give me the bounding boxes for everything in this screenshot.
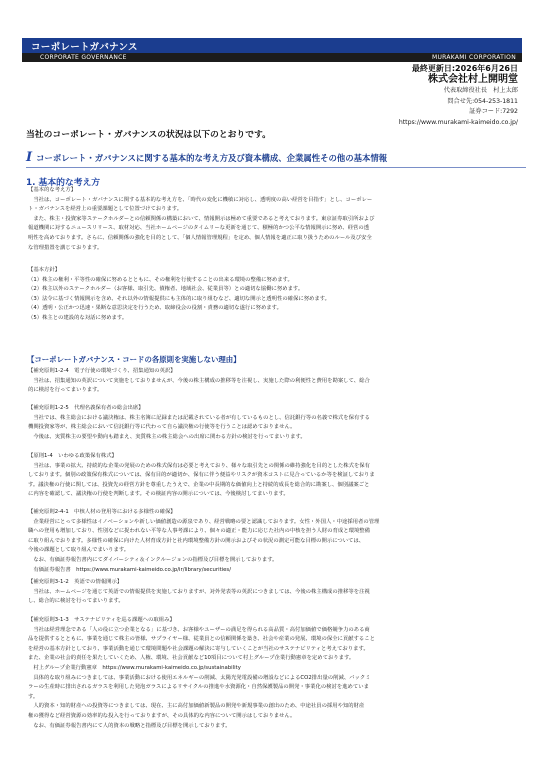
section-title-text: コーポレート・ガバナンスに関する基本的な考え方及び資本構成、企業属性その他の基本情報 [36, 153, 388, 163]
principle-text-line: を経営の基本方針としており、事業活動を通じて環境問題や社会課題の解決に寄与していくことが当社のサステナビリティと考えております。 [28, 645, 369, 652]
basic-policy-item: （2）株主以外のステークホルダー（お客様、取引先、債権者、地域社会、従業員等）との適切な協働に努めます。 [28, 286, 304, 293]
principle-block [28, 508, 518, 575]
principle-text-line[interactable]: 有価証券報告書 https://www.murakami-kaimeido.co.jp/ir/library/securities/ [28, 566, 232, 573]
principle-heading: 【原則1-4 いわゆる政策保有株式】 [28, 453, 117, 459]
principle-text-line: 当社は、ホームページを通じて英語での情報提供を実施しておりますが、対外発表等の英訳につきましては、今後の株主構成の推移等を注視 [28, 588, 370, 595]
principle-text-line: 品を提供するとともに、事業を通じて株主の皆様、サプライヤー様、従業員との信頼関係を築き、社会や産業の発展、環境の保全に貢献すること [28, 636, 375, 643]
principle-text-line: しております。個別の政策保有株式については、保有目的が適切か、保有に伴う便益やリスクが資本コストに見合っているか等を検証しておりま [28, 472, 375, 479]
header-subtitle-strip [22, 53, 522, 62]
basic-concept-heading: 【基本的な考え方】 [28, 187, 77, 193]
principle-heading: 【補充原則3-1-3 サステナビリティを巡る課題への取組み】 [28, 617, 175, 623]
principle-text-line: 当社では、株主総会における議決権は、株主名簿に記録または記載されている者が有しているものとし、信託銀行等の名義で株式を保有する [28, 414, 370, 421]
principle-text-line: に内容を確認して、議決権の行使を判断します。その検証内容の開示については、今後検討してまいります。 [28, 491, 289, 498]
principle-text-line: 機関投資家等が、株主総会において信託銀行等に代わって自ら議決権の行使等を行うことは認めておりません。 [28, 424, 296, 431]
company-name: 株式会社村上開明堂 [428, 74, 518, 85]
basic-concept-line: 明性を高めております。さらに、信頼関係の強化を目的として、「個人情報管理規程」を定め、個人情報を適正に取り扱うためのルール及び安全 [28, 234, 372, 241]
principle-text-line: また、企業の社会的責任を果たしていくため、人権、環境、社会貢献など10項目について村上グループ企業行動憲章を定めております。 [28, 655, 355, 662]
basic-concept-text [28, 196, 518, 254]
principle-text-line: に取り組んでおります。多様性の確保に向けた人材育成方針と社内環境整備方針の開示およびその状況の測定可能な目標の開示については、 [28, 537, 365, 544]
principle-block [28, 404, 518, 442]
principle-text-line: 当社は、事業の拡大、持続的な企業の発展のための株式保有は必要と考えており、様々な取引先との関係の維持強化を目的とした株式を保有 [28, 462, 370, 469]
section-title-rule [26, 167, 526, 168]
principle-text-line: 人的資本・知的財産への投資等につきましては、現在、主に高付加価値新製品の開発や新規事業の創出のため、中途社員の採用や知的財産 [28, 703, 365, 710]
contact: 問合せ先:054-253-1811 [447, 97, 518, 105]
principle-text-line: 今後の課題として取り組んでまいります。 [28, 547, 130, 554]
principle-block [28, 616, 518, 731]
last-updated: 最終更新日:2026年6月26日 [411, 64, 518, 73]
header-title-strip [22, 38, 522, 53]
principle-text-line: 権の獲得など経営資源の効率的な投入を行っておりますが、その具体的な内容について開示はしておりません。 [28, 712, 296, 719]
basic-concept-block [28, 186, 518, 253]
principle-text-line: なお、有価証券報告書内にてダイバーシティ＆インクルージョンの指標及び目標を開示しております。 [28, 556, 278, 563]
code-section-heading: 【コーポレートガバナンス・コードの各原則を実施しない理由】 [27, 355, 241, 364]
principle-text-line: し、総合的に検討を行ってまいります。 [28, 598, 124, 605]
basic-concept-line: な管理措置を講じております。 [28, 244, 103, 251]
basic-concept-line: 当社は、コーポレート・ガバナンスに関する基本的な考え方を、「時代の変化に機敏に対応し、透明度の高い経営を目指す」とし、コーポレー [28, 196, 373, 203]
company-url[interactable]: https://www.murakami-kaimeido.co.jp/ [398, 118, 518, 126]
principle-heading: 【補充原則1-2-5 代理名義保有者の総会出席】 [28, 405, 144, 411]
section-roman-numeral: I [26, 150, 33, 165]
principle-text-line[interactable]: 村上グループ企業行動憲章 https://www.murakami-kaimeido.co.jp/sustainability [28, 664, 241, 671]
principle-text-line: す。 [28, 693, 39, 700]
principle-text-line: 企業経営にとって多様性はイノベーションや新しい価値創造の源泉であり、経営戦略の要と認識しております。女性・外国人・中途採用者の管理 [28, 518, 380, 525]
basic-policy-item: （5）株主との建設的な対話に努めます。 [28, 314, 128, 321]
principle-text-line: ラーの生産時に排出されるガラスを利用した発泡ガラスによるリサイクルの推進や水資源化・自然保護製品の開発・事業化の検討を進めていま [28, 684, 369, 691]
basic-concept-line: 報道機関に対するニュースリリース、取材対応、当社ホームページのタイムリーな更新を通じて、積極的かつ公平な情報開示に努め、経営の透 [28, 225, 370, 232]
principle-heading: 【補充原則1-2-4 電子行使の環境づくり、招集通知の英訳】 [28, 368, 176, 374]
principle-block [28, 367, 518, 396]
principle-text-line: 具体的な取り組みにつきましては、事業活動における使用エネルギーの削減、太陽光発電設備の増設などによるCO2排出量の削減、バックミ [28, 674, 371, 681]
header-title-en: CORPORATE GOVERNANCE [40, 54, 127, 61]
principle-text-line: なお、有価証券報告書内にて人的資本の戦略と指標及び目標を開示しております。 [28, 722, 231, 729]
basic-policy-item: （3）法令に基づく情報開示を含め、それ以外の情報提供にも主体的に取り組むなど、適切な開示と透明性の確保に努めます。 [28, 295, 331, 302]
basic-policy-heading: 【基本方針】 [28, 267, 61, 273]
section-title [26, 150, 526, 165]
header-bar [22, 38, 522, 64]
header-title-ja: コーポレートガバナンス [31, 41, 138, 53]
representative: 代表取締役社長 村上太郎 [443, 87, 518, 94]
basic-policy-item: （4）透明・公正かつ迅速・果断な意思決定を行うため、取締役会の役割・責務の適切な遂行に努めます。 [28, 305, 282, 312]
principle-text-line: 当社は、招集通知の英訳について実施をしておりませんが、今後の株主構成の推移等を注視し、実施した際の利便性と費用を勘案して、総合 [28, 377, 370, 384]
principle-text-line: 職への登用も増加しており、性別などに捉われない平等な人事考課により、個々の適正・能力に応じた社内の中核を担う人財の育成と環境整備 [28, 528, 370, 535]
principle-block [28, 578, 518, 607]
basic-policy-block [28, 266, 518, 324]
basic-concept-line: また、株主・投資家等ステークホルダーとの信頼関係の構築において、情報開示は極めて重要であると考えております。東京証券取引所および [28, 215, 375, 222]
principle-text-line: 当社は経営理念である「人の役に立つ企業となる」に基づき、お客様やユーザーの満足を得られる高品質・高付加価値で価格競争力のある商 [28, 626, 370, 633]
principle-text-line: 的に検討を行ってまいります。 [28, 387, 103, 394]
principle-text-line: す。議決権の行使に関しては、投資先の経営方針を尊重したうえで、企業の中長期的な価値向上と持続的成長を総合的に勘案し、個別議案ごと [28, 481, 370, 488]
principle-heading: 【補充原則3-1-2 英語での情報開示】 [28, 579, 123, 585]
securities-code: 証券コード:7292 [469, 108, 518, 115]
company-info [298, 64, 518, 128]
principle-block [28, 452, 518, 500]
subsection-title: 1. 基本的な考え方 [26, 178, 101, 188]
basic-policy-list [28, 276, 518, 324]
header-company-en: MURAKAMI CORPORATION [431, 54, 516, 61]
basic-concept-line: ト・ガバナンスを経営上の重要課題として位置づけております。 [28, 206, 183, 213]
intro-statement: 当社のコーポレート・ガバナンスの状況は以下のとおりです。 [26, 130, 271, 140]
principle-heading: 【補充原則2-4-1 中核人材の登用等における多様性の確保】 [28, 509, 176, 515]
basic-policy-item: （1）株主の権利・平等性の確保に努めるとともに、その権利を行使することの出来る環境の整備に努めます。 [28, 276, 293, 283]
principle-text-line: 今後は、実質株主の要望や動向も踏まえ、実質株主の株主総会への出席に関わる方針の検討を行ってまいります。 [28, 433, 306, 440]
